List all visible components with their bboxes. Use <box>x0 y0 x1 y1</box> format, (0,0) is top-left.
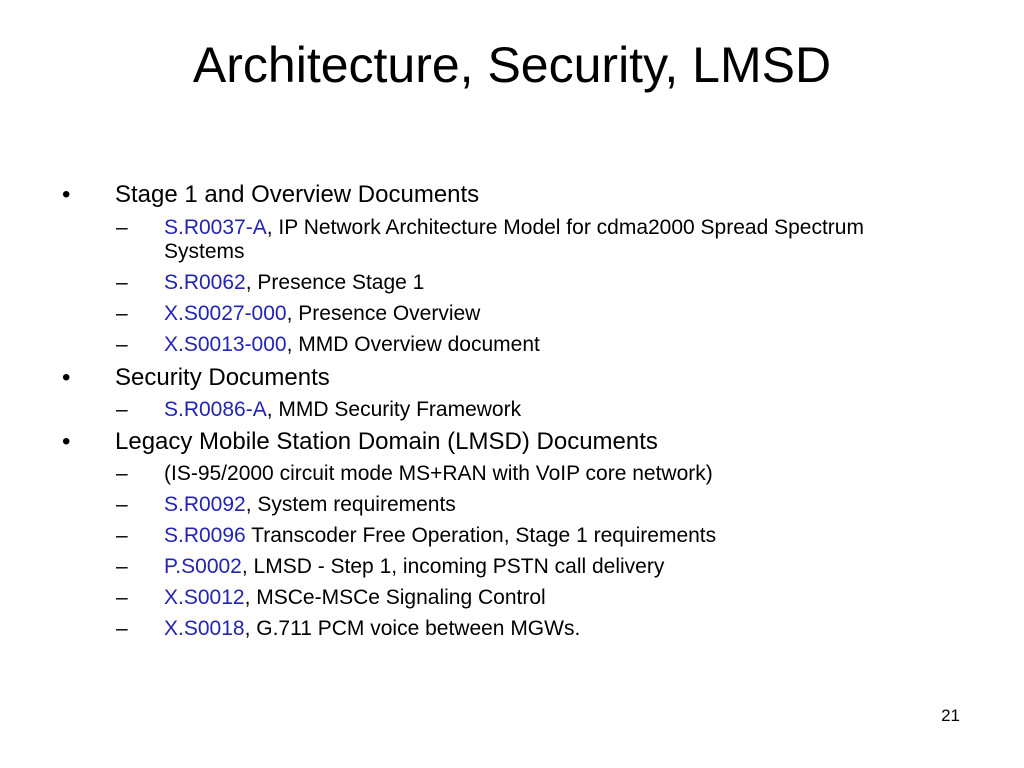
doc-link-s-r0062[interactable]: S.R0062 <box>164 271 246 294</box>
doc-link-x-s0013-000[interactable]: X.S0013-000 <box>164 333 287 356</box>
doc-description: (IS-95/2000 circuit mode MS+RAN with VoIP core network) <box>164 462 713 485</box>
doc-description: , MSCe-MSCe Signaling Control <box>244 586 546 609</box>
section-heading: Stage 1 and Overview Documents <box>115 181 480 208</box>
list-item-text <box>164 398 924 422</box>
dash-icon: – <box>116 462 128 485</box>
doc-link-s-r0086-a[interactable]: S.R0086-A <box>164 398 267 421</box>
slide-title: Architecture, Security, LMSD <box>192 37 832 93</box>
doc-description: , IP Network Architecture Model for cdma2000 Spread Spectrum Systems <box>164 216 864 263</box>
doc-description: , Presence Overview <box>286 302 481 325</box>
list-item-text <box>164 493 924 517</box>
section-heading: Legacy Mobile Station Domain (LMSD) Documents <box>115 428 658 455</box>
list-item-text <box>164 462 924 486</box>
doc-link-s-r0096[interactable]: S.R0096 <box>164 524 246 547</box>
list-item-text <box>164 216 924 264</box>
dash-icon: – <box>116 493 128 516</box>
list-item-text <box>164 333 924 357</box>
dash-icon: – <box>116 555 128 578</box>
doc-description: , LMSD - Step 1, incoming PSTN call delivery <box>241 555 665 578</box>
bullet-icon: • <box>62 181 71 208</box>
doc-link-x-s0012[interactable]: X.S0012 <box>164 586 245 609</box>
dash-icon: – <box>116 617 128 640</box>
list-item-text <box>164 555 924 579</box>
doc-description: , G.711 PCM voice between MGWs. <box>244 617 581 640</box>
page-number: 21 <box>941 706 960 725</box>
doc-link-s-r0092[interactable]: S.R0092 <box>164 493 246 516</box>
doc-description: , Presence Stage 1 <box>245 271 425 294</box>
dash-icon: – <box>116 271 128 294</box>
doc-link-x-s0027-000[interactable]: X.S0027-000 <box>164 302 287 325</box>
list-item-text <box>164 524 924 548</box>
list-item-text <box>164 617 924 641</box>
bullet-icon: • <box>62 428 71 455</box>
doc-link-s-r0037-a[interactable]: S.R0037-A <box>164 216 267 239</box>
doc-description: , MMD Overview document <box>286 333 540 356</box>
section-heading: Security Documents <box>115 364 330 391</box>
dash-icon: – <box>116 586 128 609</box>
dash-icon: – <box>116 398 128 421</box>
list-item-text <box>164 586 924 610</box>
dash-icon: – <box>116 333 128 356</box>
doc-link-x-s0018[interactable]: X.S0018 <box>164 617 245 640</box>
list-item-text <box>164 302 924 326</box>
list-item-text <box>164 271 924 295</box>
dash-icon: – <box>116 302 128 325</box>
doc-description: , System requirements <box>245 493 456 516</box>
bullet-icon: • <box>62 364 71 391</box>
dash-icon: – <box>116 216 128 239</box>
doc-description: Transcoder Free Operation, Stage 1 requirements <box>245 524 717 547</box>
dash-icon: – <box>116 524 128 547</box>
doc-description: , MMD Security Framework <box>266 398 522 421</box>
doc-link-p-s0002[interactable]: P.S0002 <box>164 555 242 578</box>
